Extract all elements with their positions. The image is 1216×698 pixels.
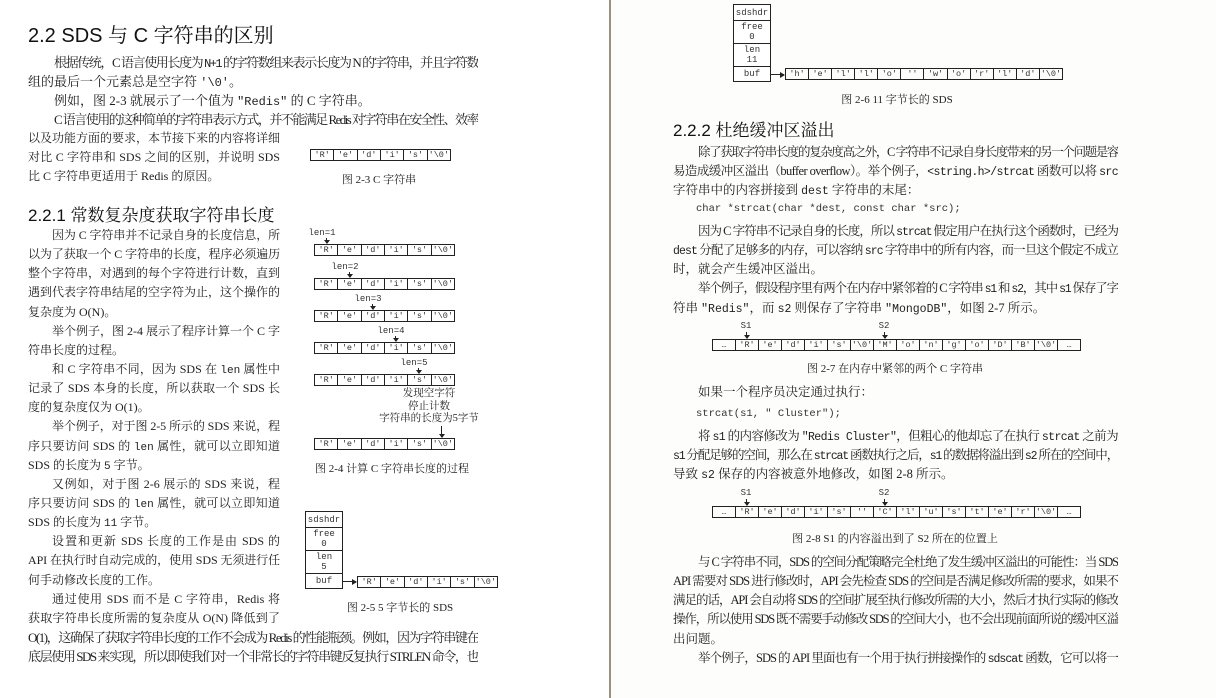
array-cell: 'i' <box>427 577 450 587</box>
array-cell: 's' <box>407 439 430 449</box>
example-text <box>673 383 1118 402</box>
text-line: SDS 的长度为 5 字节。 <box>28 457 150 473</box>
text-line: 记录了 SDS 本身的长度，所以获取一个 SDS 长 <box>28 381 280 396</box>
paragraph <box>28 226 280 322</box>
free-field <box>734 20 770 43</box>
intro-text <box>28 53 478 130</box>
text-line: dest 分配了足够多的内存，可以容纳 src 字符串中的所有内容，而一旦这个假定不成立 <box>673 243 1118 259</box>
array-cell: '\0' <box>432 439 453 449</box>
text-line: 和 C 字符串不同，因为 SDS 在 len 属性中 <box>52 361 280 377</box>
array-cell: 'w' <box>923 69 946 79</box>
note-line: 发现空字符 <box>402 388 456 399</box>
array-cell: 'u' <box>919 507 942 517</box>
array-cell: 'e' <box>808 69 831 79</box>
inline-code: "Redis" <box>237 95 288 110</box>
inline-code: "Redis Cluster" <box>801 431 897 444</box>
figure-caption: 图 2-3 C 字符串 <box>341 174 417 186</box>
char-array <box>314 310 455 322</box>
array-cell: 'i' <box>804 340 827 350</box>
text-line: 又例如，对于图 2-6 展示的 SDS 来说，程 <box>52 476 280 491</box>
array-cell: 's' <box>407 311 430 321</box>
text-line: 获取字符串长度所需的复杂度从 O(N) 降低到了 <box>28 610 280 625</box>
struct-name: sdshdr <box>307 514 341 525</box>
text-line: 例如，图 2-3 就展示了一个值为 "Redis" 的 C 字符串。 <box>54 93 371 110</box>
memory-array <box>712 339 1081 351</box>
inline-code: s1 <box>984 283 996 297</box>
array-cell: 'o' <box>896 340 919 350</box>
array-cell: '\0' <box>475 577 496 587</box>
array-cell: 'R' <box>361 577 377 587</box>
inline-code: s1 <box>673 450 685 464</box>
pointer-label: S2 <box>878 488 890 498</box>
pointer-arrow <box>418 368 419 373</box>
paragraph <box>28 532 280 589</box>
array-cell: 'e' <box>337 439 360 449</box>
text-line: s1 分配足够的空间，那么在 strcat 函数执行之后，s1 的数据将溢出到 s2 所在的空间中， <box>673 448 1118 464</box>
array-cell: … <box>1057 507 1080 517</box>
array-cell: 'd' <box>361 279 384 289</box>
paragraph <box>28 360 280 417</box>
array-cell: 's' <box>403 150 426 160</box>
buf-field: buf <box>306 573 342 588</box>
inline-code: 11 <box>104 518 118 531</box>
array-cell: 'i' <box>804 507 827 517</box>
array-cell: … <box>721 507 727 517</box>
text-line: 举个例子，对于图 2-5 所示的 SDS 来说，程 <box>52 419 280 434</box>
inline-code: src <box>864 245 883 259</box>
field-value: 0 <box>749 32 755 42</box>
char-array <box>357 576 498 588</box>
text-line: SDS 的长度为 11 字节。 <box>28 515 157 531</box>
array-cell: 'e' <box>988 507 1011 517</box>
array-cell: 'i' <box>384 439 407 449</box>
paragraph <box>28 590 280 628</box>
array-cell: 'i' <box>384 375 407 385</box>
array-cell: 'd' <box>1016 69 1039 79</box>
array-cell: 'l' <box>896 507 919 517</box>
array-cell: 'd' <box>404 577 427 587</box>
char-array <box>314 438 455 450</box>
overflow-explanation <box>673 427 1118 484</box>
code-snippet: char *strcat(char *dest, const char *src); <box>696 203 961 215</box>
length-label: len=4 <box>377 326 405 336</box>
array-cell: 's' <box>407 343 430 353</box>
array-cell: '\0' <box>1035 340 1057 350</box>
array-cell: 'r' <box>970 69 993 79</box>
sdshdr-struct <box>733 4 771 82</box>
array-cell: 'e' <box>337 375 360 385</box>
text-line: 出问题。 <box>673 631 724 646</box>
array-cell: '\0' <box>432 279 453 289</box>
constant-length-text <box>28 226 280 628</box>
array-cell: 'D' <box>988 340 1011 350</box>
char-array <box>314 244 455 256</box>
array-cell: 'e' <box>333 150 356 160</box>
pointer-arrow <box>884 332 885 338</box>
text-line: 举个例子，图 2-4 展示了程序计算一个 C 字 <box>52 323 280 338</box>
inline-code: len <box>133 498 154 511</box>
length-label: len=5 <box>400 358 428 368</box>
array-cell: 't' <box>965 507 988 517</box>
pointer-arrow <box>746 332 747 338</box>
inline-code: strcat <box>813 450 848 464</box>
paragraph <box>673 427 1118 484</box>
array-cell: 'e' <box>758 507 781 517</box>
array-cell: 'd' <box>361 375 384 385</box>
memory-array <box>712 506 1081 518</box>
pointer-label: S1 <box>740 488 752 498</box>
array-cell: 'e' <box>337 279 360 289</box>
array-cell: 'C' <box>873 507 896 517</box>
text-line: O(1)，这确保了获取字符串长度的工作不会成为 Redis 的性能瓶颈。例如，因为字符串键在 <box>28 630 478 645</box>
field-label: len <box>743 45 761 55</box>
array-cell: 'R' <box>735 340 758 350</box>
array-cell: '' <box>850 507 873 517</box>
inline-code: strcat <box>896 226 932 239</box>
text-line: 满足的话，API 会自动将 SDS 的空间扩展至执行修改所需的大小，然后才执行实际的修改 <box>673 593 1118 608</box>
buf-field: buf <box>734 66 770 81</box>
array-cell: 'R' <box>735 507 758 517</box>
paragraph <box>673 143 1118 200</box>
paragraph <box>673 553 1118 649</box>
text-line: C 语言使用的这种简单的字符串表示方式，并不能满足 Redis 对字符串在安全性、效率 <box>54 112 478 128</box>
array-cell: 'l' <box>831 69 854 79</box>
array-cell: 'd' <box>781 507 804 517</box>
figure-caption: 图 2-6 11 字节长的 SDS <box>841 94 953 106</box>
text-line: 复杂度为 O(N)。 <box>28 304 117 319</box>
sdshdr-struct <box>305 511 343 589</box>
inline-code: strcat <box>1041 431 1080 444</box>
sds-space-policy-text <box>673 553 1118 668</box>
text-line: 以为了获取一个 C 字符串的长度，程序必须遍历 <box>28 247 280 262</box>
array-cell: 'e' <box>380 577 403 587</box>
subsection-heading: 2.2.1 常数复杂度获取字符串长度 <box>28 206 275 225</box>
inline-code: sdscat <box>987 652 1024 666</box>
text-line: 导致 s2 保存的内容被意外地修改，如图 2-8 所示。 <box>673 467 954 483</box>
len-field <box>734 43 770 66</box>
text-line: 根据传统，C 语言使用长度为 N+1 的字符数组来表示长度为 N 的字符串，并且字符数 <box>54 55 478 71</box>
len-field <box>306 550 342 573</box>
text-line: 操作，所以使用 SDS 既不需要手动修改 SDS 的空间大小，也不会出现前面所说的缓冲区溢 <box>673 612 1118 627</box>
field-label: len <box>315 552 333 562</box>
text-line: 比 C 字符串更适用于 Redis 的原因。 <box>28 169 220 184</box>
text-line: 序只要访问 SDS 的 len 属性，就可以立即知道 <box>28 495 280 511</box>
array-cell: 'R' <box>318 311 334 321</box>
text-line: 举个例子，假设程序里有两个在内存中紧邻着的 C 字符串 s1 和 s2，其中 s1 保存了字 <box>698 281 1118 297</box>
inline-code: 5 <box>104 460 111 473</box>
paragraph <box>28 91 478 110</box>
array-cell: '\0' <box>432 311 453 321</box>
paragraph <box>28 53 478 91</box>
array-cell: 'g' <box>942 340 965 350</box>
text-line: 因为 C 字符串并不记录自身的长度信息，所 <box>52 228 280 242</box>
paragraph <box>673 649 1118 668</box>
text-line: 以及功能方面的要求，本节接下来的内容将详细 <box>28 131 280 145</box>
text-line: 遇到代表字符串结尾的空字符为止，这个操作的 <box>28 285 280 300</box>
text-line: 除了获取字符串长度的复杂度高之外，C 字符串不记录自身长度带来的另一个问题是容 <box>698 145 1118 159</box>
pointer-arrow <box>441 426 442 437</box>
text-line: 序只要访问 SDS 的 len 属性，就可以立即知道 <box>28 438 280 454</box>
char-array <box>785 68 1063 80</box>
inline-code: src <box>1099 166 1118 180</box>
array-cell: 's' <box>450 577 473 587</box>
text-line: 与 C 字符串不同，SDS 的空间分配策略完全杜绝了发生缓冲区溢出的可能性：当 SDS <box>698 555 1118 569</box>
inline-code: len <box>133 441 154 454</box>
array-cell: '' <box>900 69 923 79</box>
array-cell: 'l' <box>993 69 1016 79</box>
paragraph <box>673 383 1118 402</box>
array-cell: 's' <box>827 507 850 517</box>
char-array <box>314 374 455 386</box>
length-label: len=2 <box>331 262 359 272</box>
char-array <box>314 342 455 354</box>
buffer-overflow-text-2 <box>673 222 1118 318</box>
inline-code: dest <box>673 245 698 259</box>
array-cell: '\0' <box>1040 69 1062 79</box>
text-line: 将 s1 的内容修改为 "Redis Cluster"，但粗心的他却忘了在执行 strcat 之前为 <box>698 429 1118 444</box>
paragraph <box>28 322 280 360</box>
text-line: 设置和更新 SDS 长度的工作是由 SDS 的 <box>52 534 280 549</box>
pointer-arrow <box>342 581 356 582</box>
array-cell: 'o' <box>965 340 988 350</box>
field-label: free <box>741 22 763 32</box>
text-line: 通过使用 SDS 而不是 C 字符串，Redis 将 <box>52 591 280 606</box>
text-line: 字符串中的内容拼接到 dest 字符串的末尾： <box>673 183 920 199</box>
intro-text-continued <box>28 129 280 186</box>
array-cell: 'e' <box>337 343 360 353</box>
array-cell: 'r' <box>1011 507 1034 517</box>
length-label: len=3 <box>354 294 382 304</box>
section-heading: 2.2 SDS 与 C 字符串的区别 <box>28 25 274 47</box>
paragraph <box>673 279 1118 317</box>
pointer-arrow <box>372 304 373 309</box>
array-cell: 'o' <box>877 69 900 79</box>
array-cell: 'l' <box>854 69 877 79</box>
figure-caption: 图 2-8 S1 的内容溢出到了 S2 所在的位置上 <box>792 533 998 545</box>
array-cell: '\0' <box>432 375 453 385</box>
array-cell: 'i' <box>384 311 407 321</box>
array-cell: 'd' <box>361 439 384 449</box>
array-cell: 'e' <box>758 340 781 350</box>
array-cell: 'd' <box>357 150 380 160</box>
paragraph <box>673 222 1118 279</box>
array-cell: 'R' <box>318 245 334 255</box>
buffer-overflow-text <box>673 143 1118 200</box>
text-line: API 在执行时自动完成的，使用 SDS 无须进行任 <box>28 553 280 568</box>
inline-code: s2 <box>1024 450 1037 464</box>
text-line: 整个字符串，对遇到的每个字符进行计数，直到 <box>28 266 280 281</box>
array-cell: 's' <box>827 340 850 350</box>
array-cell: … <box>1057 340 1080 350</box>
free-field <box>306 527 342 550</box>
array-cell: '\0' <box>428 150 449 160</box>
array-cell: 'h' <box>789 69 805 79</box>
pointer-arrow <box>746 499 747 505</box>
char-array <box>314 278 455 290</box>
array-cell: 'R' <box>318 375 334 385</box>
note-line: 停止计数 <box>408 400 450 412</box>
subsection-heading: 2.2.2 杜绝缓冲区溢出 <box>673 121 835 140</box>
text-line: 因为 C 字符串不记录自身的长度，所以 strcat 假定用户在执行这个函数时，已经为 <box>698 224 1118 239</box>
array-cell: 'B' <box>1011 340 1034 350</box>
text-line: 何手动修改长度的工作。 <box>28 572 161 587</box>
paragraph <box>28 110 478 129</box>
array-cell: 'i' <box>384 245 407 255</box>
note-line: 字符串的长度为5字节 <box>379 413 479 424</box>
figure-caption: 图 2-4 计算 C 字符串长度的过程 <box>315 463 469 475</box>
figure-caption: 图 2-5 5 字节长的 SDS <box>346 602 454 614</box>
inline-code: s2 <box>777 302 792 316</box>
char-array <box>310 149 451 161</box>
array-cell: 'e' <box>337 311 360 321</box>
inline-code: s1 <box>1059 283 1071 297</box>
constant-length-text-continued <box>28 628 478 666</box>
figure-caption: 图 2-7 在内存中紧邻的两个 C 字符串 <box>807 363 983 375</box>
field-value: 11 <box>746 55 758 65</box>
pointer-arrow <box>395 336 396 341</box>
array-cell: 's' <box>407 375 430 385</box>
array-cell: 's' <box>942 507 965 517</box>
inline-code: <string.h>/strcat <box>927 166 1035 180</box>
pointer-label: S1 <box>740 321 752 331</box>
text-line: 时，就会产生缓冲区溢出。 <box>673 262 824 277</box>
length-label: len=1 <box>308 228 336 238</box>
text-line: 举个例子，SDS 的 API 里面也有一个用于执行拼接操作的 sdscat 函数，它可以将一 <box>698 650 1118 666</box>
inline-code: "MongoDB" <box>885 302 948 316</box>
array-cell: 'o' <box>947 69 970 79</box>
inline-code: N+1 <box>204 57 222 71</box>
paragraph <box>28 628 478 666</box>
pointer-arrow <box>349 272 350 277</box>
array-cell: '\0' <box>432 245 453 255</box>
inline-code: s2 <box>1011 283 1023 297</box>
text-line: 符串 "Redis"，而 s2 则保存了字符串 "MongoDB"，如图 2-7 所示。 <box>673 300 1046 316</box>
text-line: 易造成缓冲区溢出（buffer overflow）。举个例子，<string.h>/strcat 函数可以将 src <box>673 164 1118 180</box>
array-cell: 'i' <box>380 150 403 160</box>
array-cell: '\0' <box>1035 507 1057 517</box>
array-cell: 'd' <box>361 311 384 321</box>
inline-code: s1 <box>929 450 942 464</box>
inline-code: s2 <box>701 469 715 483</box>
array-cell: 'e' <box>337 245 360 255</box>
pointer-arrow <box>884 499 885 505</box>
paragraph <box>28 417 280 474</box>
pointer-arrow <box>770 74 784 75</box>
array-cell: 's' <box>407 279 430 289</box>
array-cell: 'R' <box>314 150 330 160</box>
paragraph <box>28 475 280 532</box>
paragraph <box>28 129 280 186</box>
inline-code: len <box>220 364 241 377</box>
text-line: 符串长度的过程。 <box>28 342 125 357</box>
array-cell: 'd' <box>781 340 804 350</box>
array-cell: 'd' <box>361 245 384 255</box>
inline-code: s1 <box>712 431 726 444</box>
array-cell: 'M' <box>873 340 896 350</box>
inline-code: '\0' <box>200 76 229 91</box>
field-value: 0 <box>321 539 327 549</box>
inline-code: "Redis" <box>701 302 750 316</box>
array-cell: 'd' <box>361 343 384 353</box>
text-line: 如果一个程序员决定通过执行： <box>698 385 874 399</box>
text-line: 组的最后一个元素总是空字符 '\0'。 <box>28 74 242 91</box>
array-cell: '\0' <box>851 340 873 350</box>
inline-code: dest <box>801 185 829 199</box>
field-value: 5 <box>321 562 327 572</box>
text-line: 底层使用 SDS 来实现，所以即使我们对一个非常长的字符串键反复执行 STRLEN 命令，也 <box>28 649 478 665</box>
array-cell: 'n' <box>919 340 942 350</box>
array-cell: 'R' <box>318 439 334 449</box>
figure-note <box>379 388 479 426</box>
array-cell: '\0' <box>432 343 453 353</box>
array-cell: 'R' <box>318 343 334 353</box>
text-line: API 需要对 SDS 进行修改时，API 会先检查 SDS 的空间是否满足修改所需的要求，如果不 <box>673 574 1118 589</box>
array-cell: 'i' <box>384 343 407 353</box>
array-cell: 's' <box>407 245 430 255</box>
pointer-label: S2 <box>878 321 890 331</box>
array-cell: … <box>721 340 727 350</box>
array-cell: 'R' <box>318 279 334 289</box>
code-snippet: strcat(s1, " Cluster"); <box>696 408 841 420</box>
text-line: 度的复杂度仅为 O(1)。 <box>28 400 150 415</box>
field-label: free <box>313 529 335 539</box>
array-cell: 'i' <box>384 279 407 289</box>
struct-name: sdshdr <box>735 7 769 18</box>
text-line: 对比 C 字符串和 SDS 之间的区别，并说明 SDS <box>28 150 280 165</box>
pointer-arrow <box>326 238 327 243</box>
